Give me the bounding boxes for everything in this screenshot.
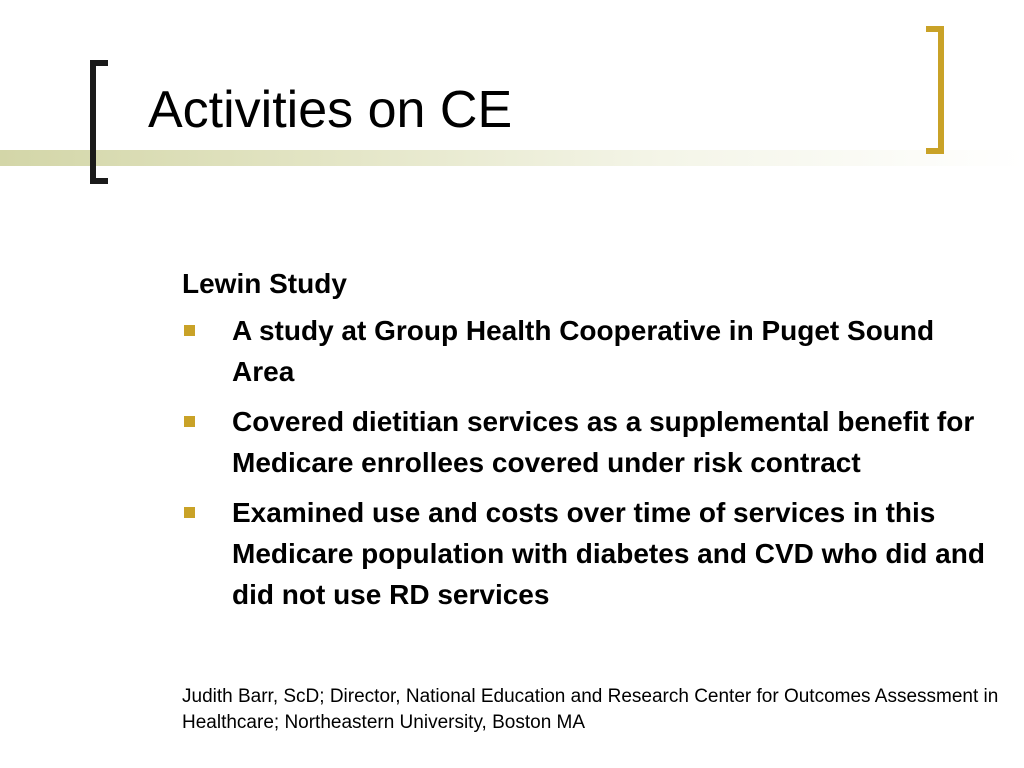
bullet-text: Covered dietitian services as a supplemental benefit for Medicare enrollees covered under risk contract — [232, 406, 975, 478]
footnote-citation: Judith Barr, ScD; Director, National Education and Research Center for Outcomes Assessment in Healthcare; Northeastern University, Boston MA — [182, 686, 999, 733]
title-band — [0, 150, 1024, 166]
bullet-list — [182, 310, 992, 615]
bullet-item — [182, 401, 992, 483]
subheading: Lewin Study — [182, 268, 347, 299]
bullet-text: A study at Group Health Cooperative in Puget Sound Area — [232, 315, 935, 387]
left-bracket-decoration — [90, 60, 108, 184]
slide-content — [182, 264, 992, 624]
right-bracket-decoration — [926, 26, 944, 154]
square-bullet-icon — [184, 507, 195, 518]
square-bullet-icon — [184, 325, 195, 336]
bullet-text: Examined use and costs over time of services in this Medicare population with diabetes and CVD who did and did not use RD services — [232, 497, 985, 610]
square-bullet-icon — [184, 416, 195, 427]
slide-title: Activities on CE — [148, 81, 513, 139]
bullet-item — [182, 310, 992, 392]
bullet-item — [182, 492, 992, 615]
